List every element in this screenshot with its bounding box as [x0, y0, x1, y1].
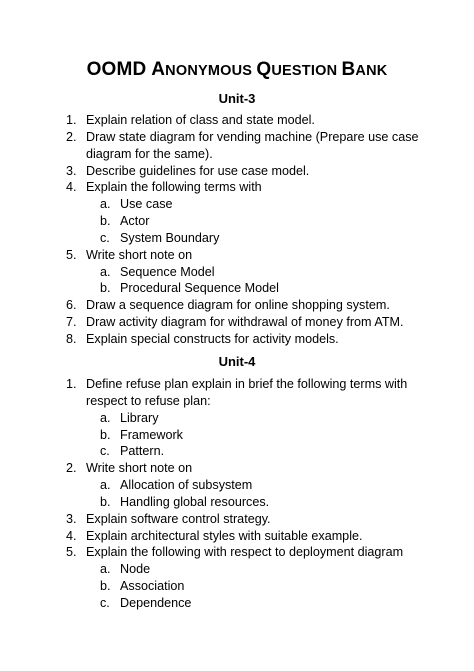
question-item — [66, 297, 446, 314]
question-number: 7. — [66, 315, 77, 330]
question-item — [66, 544, 446, 611]
sub-item-list — [100, 410, 446, 461]
sub-item-text: Framework — [120, 427, 183, 442]
title-part: Q — [256, 59, 272, 80]
question-text: Define refuse plan explain in brief the following terms with respect to refuse plan: — [86, 377, 408, 408]
sub-item-text: Association — [120, 579, 185, 594]
title-part: UESTION — [271, 63, 342, 79]
question-item — [66, 376, 446, 460]
sub-item — [100, 578, 446, 595]
sub-item-letter: b. — [100, 281, 111, 296]
question-item — [66, 511, 446, 528]
sub-item-letter: b. — [100, 494, 111, 509]
question-number: 6. — [66, 298, 77, 313]
question-item — [66, 331, 446, 348]
sub-item — [100, 427, 446, 444]
page-title — [0, 58, 474, 83]
sub-item-letter: a. — [100, 410, 111, 425]
sub-item-text: Actor — [120, 214, 150, 229]
sub-item-letter: c. — [100, 444, 110, 459]
title-part: NONYMOUS — [165, 63, 257, 79]
sub-item — [100, 230, 446, 247]
question-text: Explain architectural styles with suitable example. — [86, 528, 363, 543]
sub-item — [100, 561, 446, 578]
unit-3-question-list — [66, 112, 446, 348]
sub-item-text: Library — [120, 410, 159, 425]
sub-item-list — [100, 477, 446, 511]
sub-item — [100, 264, 446, 281]
question-text: Explain software control strategy. — [86, 511, 271, 526]
sub-item-letter: b. — [100, 579, 111, 594]
sub-item-letter: b. — [100, 214, 111, 229]
sub-item-text: Handling global resources. — [120, 494, 270, 509]
question-item — [66, 314, 446, 331]
question-text: Explain relation of class and state model. — [86, 113, 315, 127]
sub-item — [100, 443, 446, 460]
sub-item-text: Dependence — [120, 595, 192, 610]
sub-item-letter: a. — [100, 478, 111, 493]
question-text: Explain the following terms with — [86, 180, 262, 195]
sub-item-list — [100, 561, 446, 612]
sub-item-text: Pattern. — [120, 444, 165, 459]
question-text: Write short note on — [86, 461, 193, 476]
sub-item — [100, 477, 446, 494]
sub-item-letter: c. — [100, 230, 110, 245]
sub-item-letter: a. — [100, 197, 111, 212]
question-item — [66, 460, 446, 511]
question-number: 5. — [66, 247, 77, 262]
sub-item-text: Procedural Sequence Model — [120, 281, 279, 296]
sub-item — [100, 410, 446, 427]
unit-3-heading: Unit-3 — [218, 91, 256, 106]
question-text: Write short note on — [86, 247, 193, 262]
question-number: 4. — [66, 180, 77, 195]
sub-item — [100, 196, 446, 213]
sub-item-text: Use case — [120, 197, 173, 212]
question-item — [66, 112, 446, 129]
sub-item-text: System Boundary — [120, 230, 220, 245]
question-number: 2. — [66, 129, 77, 144]
question-item — [66, 163, 446, 180]
unit-4-question-list — [66, 376, 446, 612]
question-number: 8. — [66, 331, 77, 346]
title-part: OOMD A — [86, 59, 166, 80]
sub-item — [100, 595, 446, 612]
sub-item-letter: b. — [100, 427, 111, 442]
unit-4-heading: Unit-4 — [218, 354, 256, 369]
sub-item-letter: c. — [100, 595, 110, 610]
sub-item — [100, 280, 446, 297]
question-item — [66, 247, 446, 298]
question-number: 1. — [66, 113, 77, 127]
question-item — [66, 528, 446, 545]
sub-item-text: Sequence Model — [120, 264, 215, 279]
sub-item-list — [100, 264, 446, 298]
question-text: Explain special constructs for activity models. — [86, 331, 339, 346]
sub-item-letter: a. — [100, 562, 111, 577]
question-text: Draw a sequence diagram for online shopping system. — [86, 298, 390, 313]
sub-item-text: Node — [120, 562, 151, 577]
question-text: Draw state diagram for vending machine (Prepare use case diagram for the same). — [86, 129, 419, 161]
question-number: 4. — [66, 528, 77, 543]
question-item — [66, 129, 446, 163]
question-number: 5. — [66, 545, 77, 560]
title-part: ANK — [355, 63, 388, 79]
question-number: 1. — [66, 377, 77, 391]
question-number: 2. — [66, 461, 77, 476]
question-text: Describe guidelines for use case model. — [86, 163, 310, 178]
question-text: Draw activity diagram for withdrawal of money from ATM. — [86, 315, 404, 330]
question-text: Explain the following with respect to deployment diagram — [86, 545, 404, 560]
question-number: 3. — [66, 511, 77, 526]
sub-item — [100, 213, 446, 230]
sub-item — [100, 494, 446, 511]
question-item — [66, 179, 446, 246]
sub-item-letter: a. — [100, 264, 111, 279]
sub-item-list — [100, 196, 446, 247]
title-part: B — [341, 59, 356, 80]
question-number: 3. — [66, 163, 77, 178]
sub-item-text: Allocation of subsystem — [120, 478, 253, 493]
